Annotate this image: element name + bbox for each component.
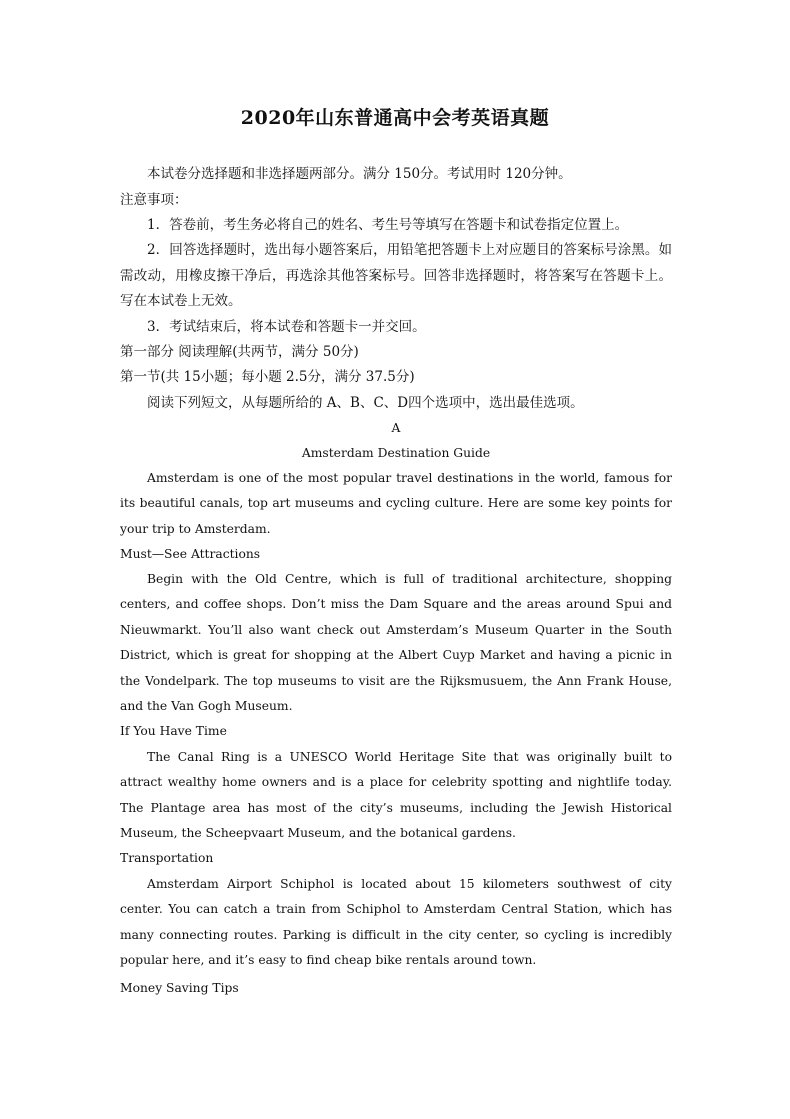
passage-paragraph-4: Amsterdam Airport Schiphol is located about 15 kilometers southwest of city center. You can catch a train from Schiphol to Amsterdam Central Station, which has many connecting routes. Parking is difficult in the city center, so cycling is incredibly popular here, and it’s easy to find cheap bike rentals around town.: [120, 877, 672, 968]
passage-title: Amsterdam Destination Guide: [301, 446, 491, 460]
section-heading-if-time: If You Have Time: [120, 724, 227, 738]
section-heading-transportation: Transportation: [120, 851, 214, 865]
part-heading: 第一部分 阅读理解(共两节，满分 50分): [120, 344, 359, 360]
intro-line: 本试卷分选择题和非选择题两部分。满分 150分。考试用时 120分钟。: [147, 166, 572, 182]
page-title: 2020年山东普通高中会考英语真题: [240, 107, 550, 129]
passage-paragraph-1: Amsterdam is one of the most popular travel destinations in the world, famous for its beautiful canals, top art museums and cycling culture. Here are some key points for your trip to Amsterdam.: [120, 471, 672, 536]
passage-paragraph-3: The Canal Ring is a UNESCO World Heritage Site that was originally built to attract wealthy home owners and is a place for celebrity spotting and nightlife today. The Plantage area has most of the city’s museums, including the Jewish Historical Museum, the Scheepvaart Museum, and the botanical gardens.: [120, 750, 672, 841]
notice-item-1: 1．答卷前，考生务必将自己的姓名、考生号等填写在答题卡和试卷指定位置上。: [147, 217, 629, 233]
notice-item-3: 3．考试结束后，将本试卷和答题卡一并交回。: [147, 319, 426, 335]
section-heading: 第一节(共 15小题；每小题 2.5分，满分 37.5分): [120, 369, 415, 385]
notice-item-2: 2．回答选择题时，选出每小题答案后，用铅笔把答题卡上对应题目的答案标号涂黑。如需改动，用橡皮擦干净后，再选涂其他答案标号。回答非选择题时，将答案写在答题卡上。写在本试卷上无效。: [120, 242, 672, 309]
section-heading-attractions: Must—See Attractions: [120, 547, 261, 561]
passage-paragraph-2: Begin with the Old Centre, which is full of traditional architecture, shopping centers, and coffee shops. Don’t miss the Dam Square and the areas around Spui and Nieuwmarkt. You’ll also want check out Amsterdam’s Museum Quarter in the South District, which is great for shopping at the Albert Cuyp Market and having a picnic in the Vondelpark. The top museums to visit are the Rijksmusuem, the Ann Frank House, and the Van Gogh Museum.: [120, 572, 672, 714]
section-heading-money-tips: Money Saving Tips: [120, 981, 239, 995]
instruction: 阅读下列短文，从每题所给的 A、B、C、D四个选项中，选出最佳选项。: [147, 395, 584, 411]
notice-label: 注意事项：: [120, 192, 188, 208]
passage-letter: A: [391, 421, 401, 435]
